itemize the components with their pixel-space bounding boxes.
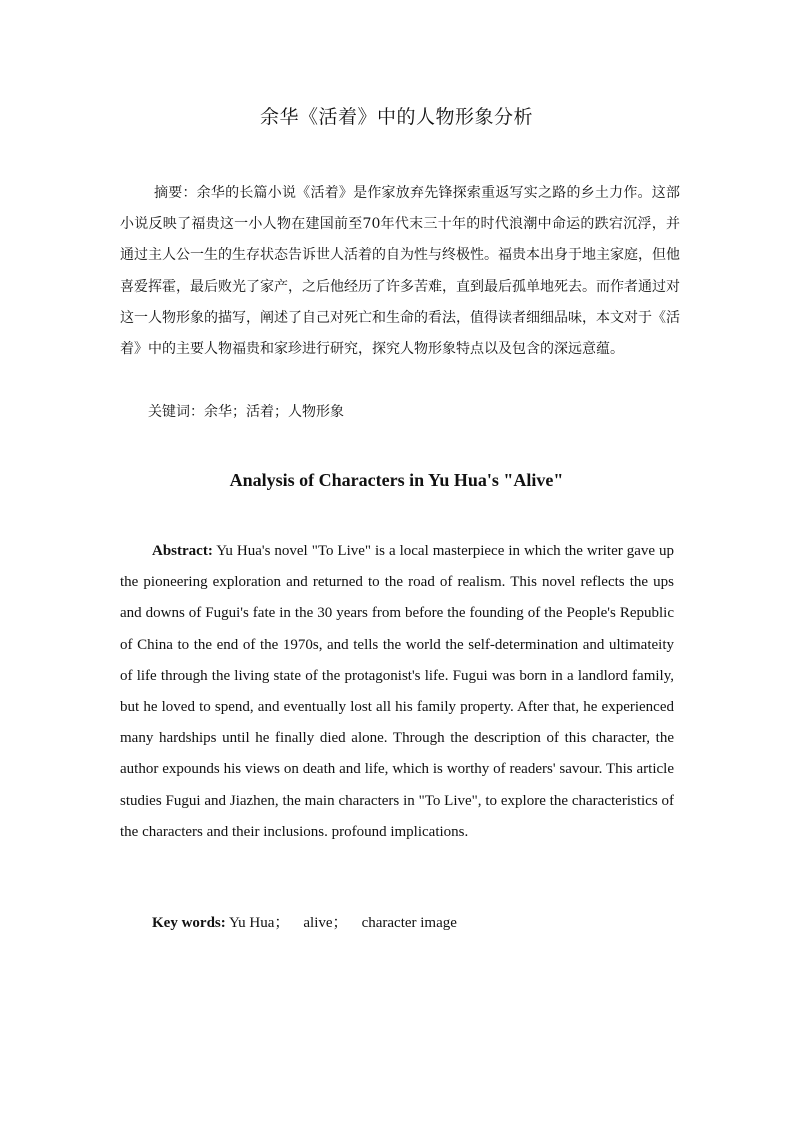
chinese-keywords: 关键词：余华；活着；人物形象 xyxy=(148,404,344,420)
chinese-keyword: 活着 xyxy=(246,404,274,420)
english-keywords-label: Key words: xyxy=(152,915,226,931)
english-title: Analysis of Characters in Yu Hua's "Alive" xyxy=(229,470,564,490)
chinese-abstract xyxy=(120,178,680,365)
english-abstract xyxy=(120,536,674,848)
chinese-keyword: 余华 xyxy=(204,404,232,420)
chinese-abstract-label: 摘要： xyxy=(154,185,197,201)
english-abstract-text: Yu Hua's novel "To Live" is a local masterpiece in which the writer gave up the pioneering exploration and returned to the road of realism. This novel reflects the ups and downs of Fugui's fate in the 30 years from before the founding of the People's Republic of China to the end of the 1970s, and tells the world the self-determination and ultimateity of life through the living state of the protagonist's life. Fugui was born in a landlord family, but he loved to spend, and eventually lost all his family property. After that, he experienced many hardships until he finally died alone. Through the description of this character, the author expounds his views on death and life, which is worthy of readers' savour. This article studies Fugui and Jiazhen, the main characters in "To Live", to explore the characteristics of the characters and their inclusions. profound implications. xyxy=(120,543,674,840)
english-keyword: character image xyxy=(361,915,457,931)
english-keyword: alive xyxy=(303,915,333,931)
chinese-abstract-text: 余华的长篇小说《活着》是作家放弃先锋探索重返写实之路的乡土力作。这部小说反映了福贵这一小人物在建国前至70年代末三十年的时代浪潮中命运的跌宕沉浮，并通过主人公一生的生存状态告诉世人活着的自为性与终极性。福贵本出身于地主家庭，但他喜爱挥霍，最后败光了家产，之后他经历了许多苦难，直到最后孤单地死去。而作者通过对这一人物形象的描写，阐述了自己对死亡和生命的看法，值得读者细细品味，本文对于《活着》中的主要人物福贵和家珍进行研究，探究人物形象特点以及包含的深远意蕴。 xyxy=(120,185,681,358)
chinese-title: 余华《活着》中的人物形象分析 xyxy=(259,106,533,128)
chinese-keywords-label: 关键词： xyxy=(148,404,204,420)
chinese-keyword: 人物形象 xyxy=(288,404,344,420)
english-abstract-label: Abstract: xyxy=(152,543,213,559)
english-keywords: Key words: Yu Hua； alive； character image xyxy=(152,915,457,931)
english-keyword: Yu Hua xyxy=(228,915,275,931)
